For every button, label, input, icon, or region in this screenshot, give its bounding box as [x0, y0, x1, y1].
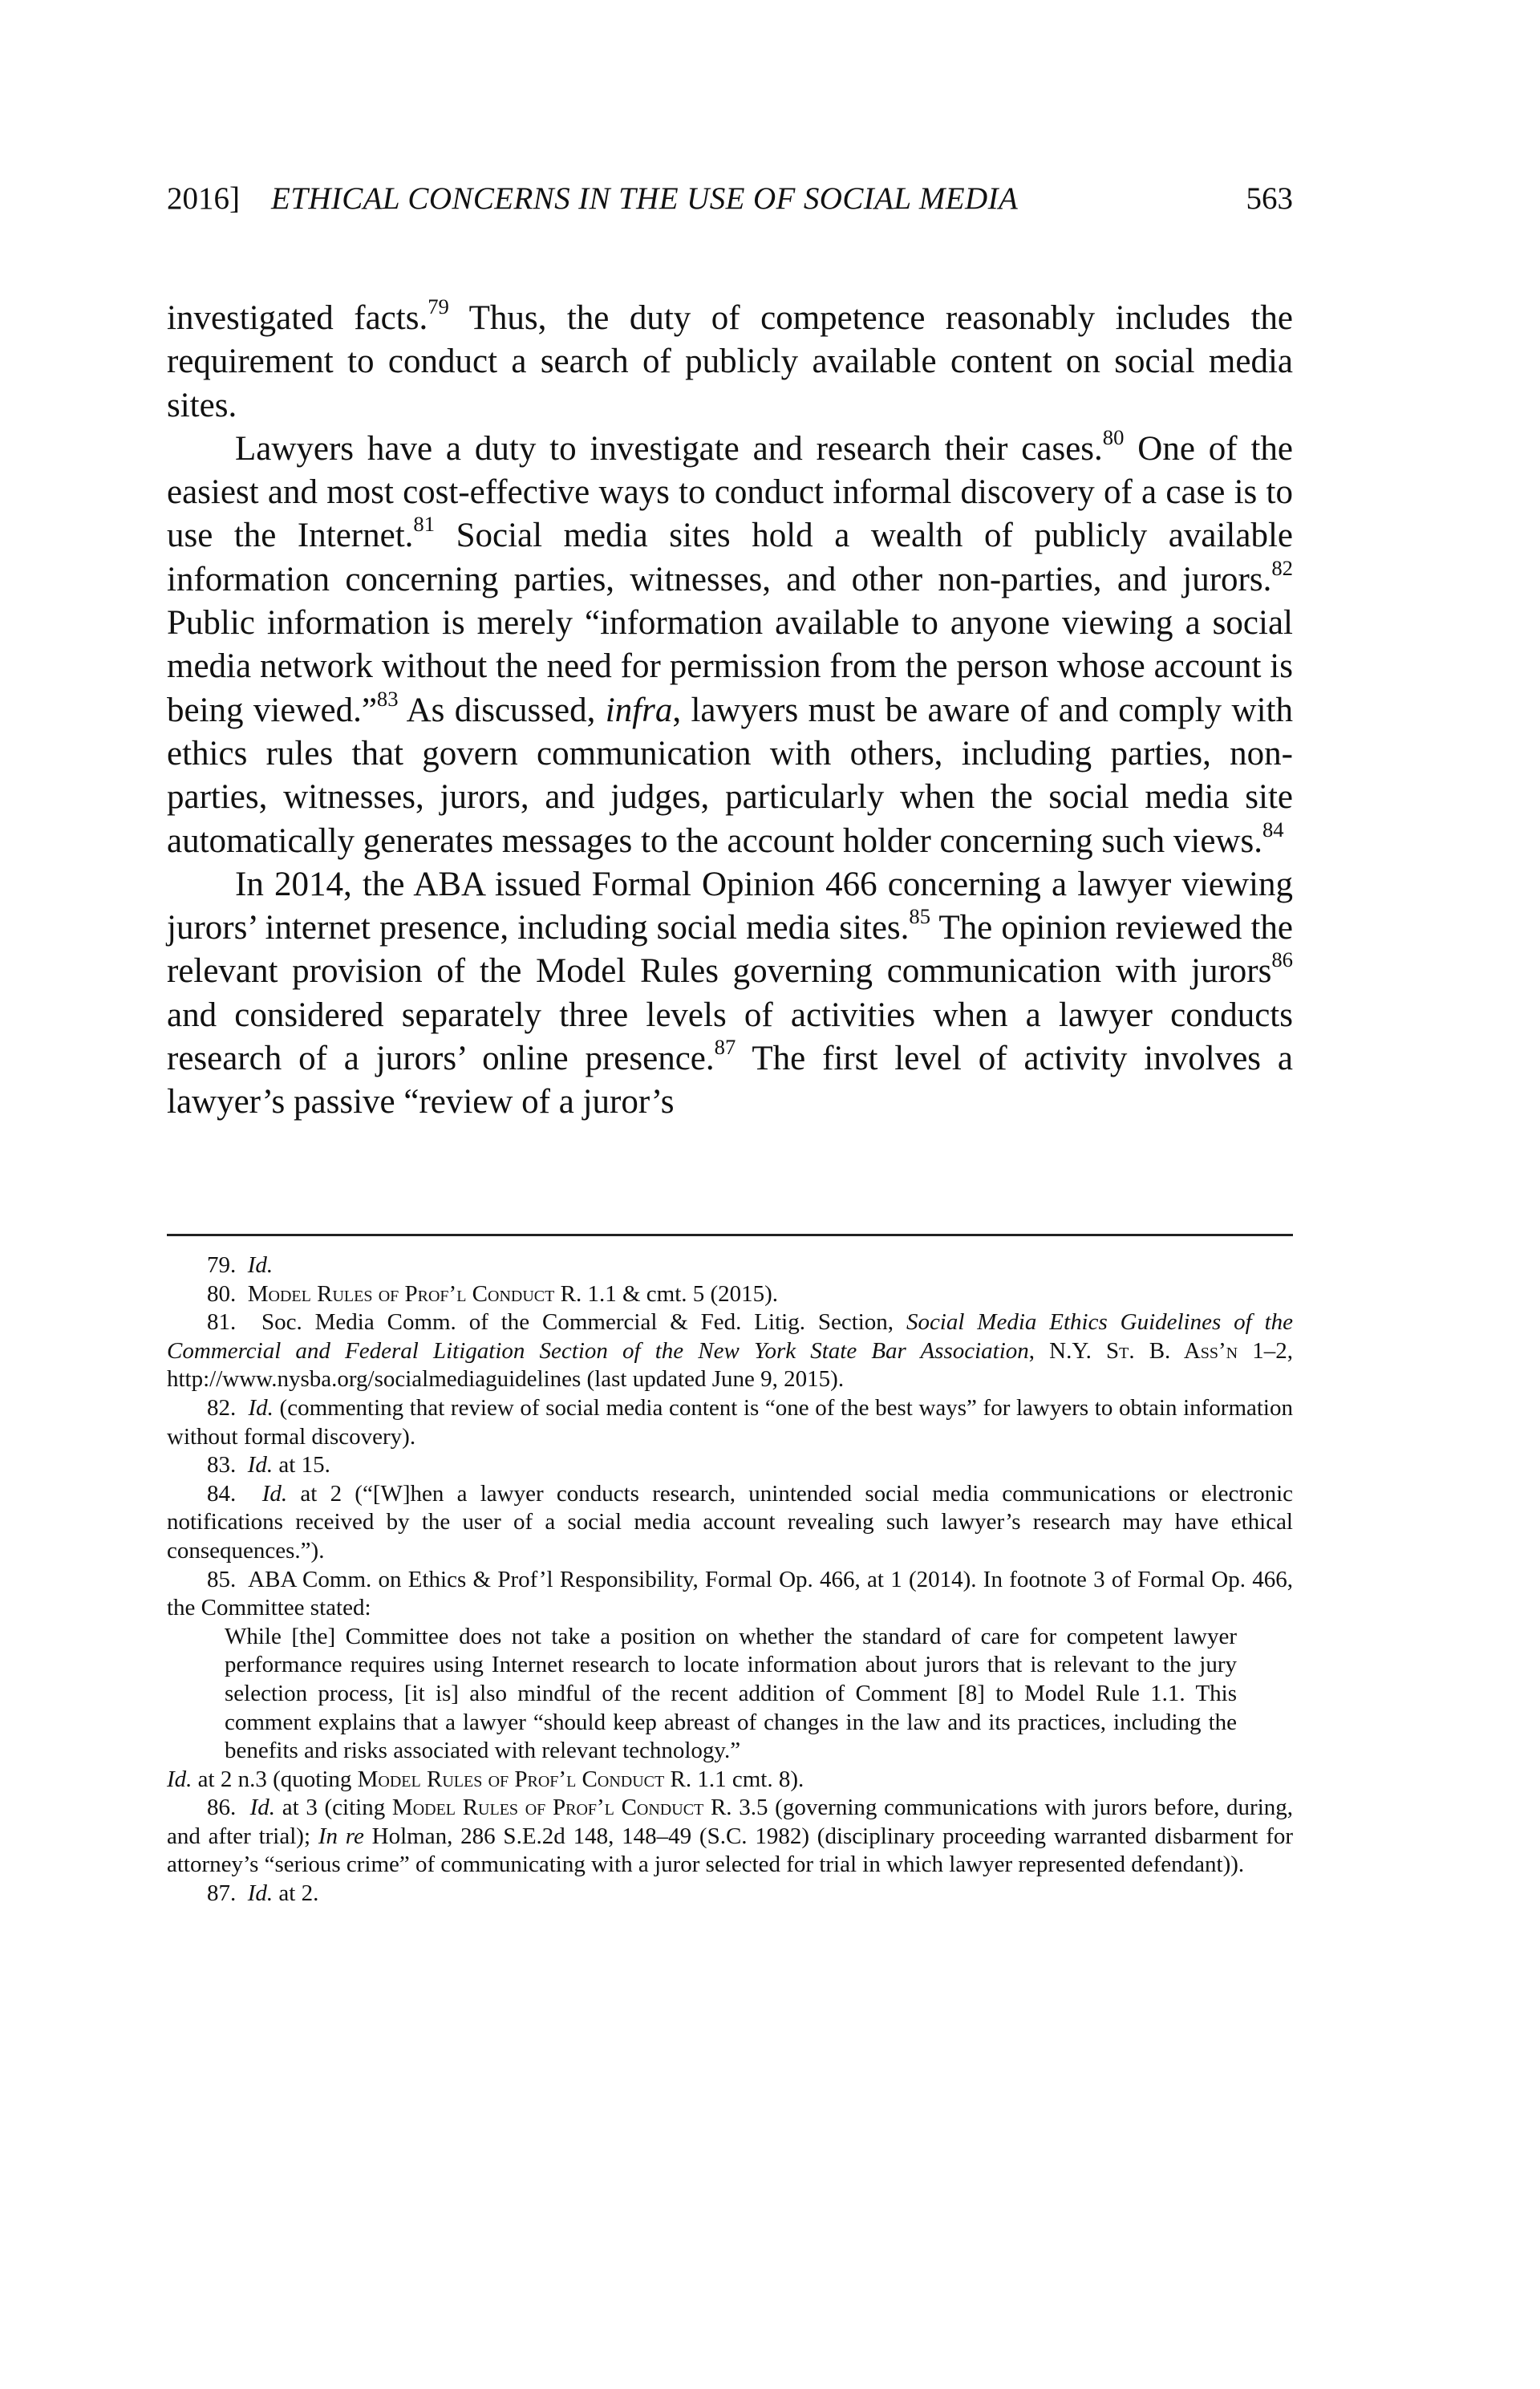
footnote-87: 87. Id. at 2. [207, 1880, 319, 1907]
footnote-ref-82: 82 [1271, 555, 1293, 580]
main-text [167, 294, 1294, 1125]
footnote-ref-80: 80 [1102, 424, 1125, 449]
page-number: 563 [1246, 181, 1293, 216]
running-header [167, 180, 1293, 218]
footnote-ref-85: 85 [909, 903, 931, 928]
footnote-84: 84. Id. at 2 (“[W]hen a lawyer conducts research, unintended social media communications or electronic notifications received by the user of a social media account revealing such lawyer’s research may have ethical consequences.”). [167, 1480, 1293, 1564]
footnote-83: 83. Id. at 15. [207, 1452, 330, 1478]
footnote-82: 82. Id. (commenting that review of social media content is “one of the best ways” for lawyers to obtain information without formal discovery). [167, 1394, 1293, 1450]
footnote-ref-79: 79 [428, 294, 449, 318]
paragraph-3: In 2014, the ABA issued Formal Opinion 466 concerning a lawyer viewing jurors’ internet presence, including social media sites.$^{85}$ The opinion reviewed the relevant provision of the Model Rules governing communication with jurors$^{86}$ and considered separately three levels of activities when a lawyer conducts research of a jurors’ online presence.$^{87}$ The first level of activity involves a lawyer’s passive “review of a juror’s [167, 865, 1293, 1121]
header-year: 2016] [167, 181, 240, 216]
footnote-80: 80. Model Rules of Prof’l Conduct R. 1.1 & cmt. 5 (2015). [207, 1280, 779, 1307]
footnote-ref-87: 87 [714, 1034, 736, 1059]
paragraph-2: Lawyers have a duty to investigate and research their cases.$^{80}$ One of the easiest and most cost-effective ways to conduct informal discovery of a case is to use the Internet.$^{81}$ Social media sites hold a wealth of publicly available information concerning parties, witnesses, and other non-parties, and jurors.$^{82}$ Public information is merely “information available to anyone viewing a social media network without the need for permission from the person whose account is being viewed.”$^{83}$ As discussed, infra, lawyers must be aware of and comply with ethics rules that govern communication with others, including parties, non-parties, witnesses, jurors, and judges, particularly when the social media site automatically generates messages to the account holder concerning such views.$^{84}$ [167, 424, 1294, 860]
footnote-ref-84: 84 [1262, 817, 1284, 842]
footnote-ref-83: 83 [376, 686, 399, 711]
footnote-ref-86: 86 [1271, 947, 1293, 972]
footnote-ref-81: 81 [413, 512, 436, 537]
footnote-divider [167, 1234, 1293, 1236]
paragraph-1: investigated facts.$^{79}$ Thus, the duty of competence reasonably includes the requirement to conduct a search of publicly available content on social media sites. [167, 294, 1293, 424]
running-title: ETHICAL CONCERNS IN THE USE OF SOCIAL MEDIA [271, 181, 1019, 216]
footnotes [167, 1251, 1293, 1908]
footnote-85-block-quote: While [the] Committee does not take a position on whether the standard of care for competent lawyer performance requires using Internet research to locate information about jurors that is relevant to the jury selection process, [it is] also mindful of the recent addition of Comment [8] to Model Rule 1.1. This comment explains that a lawyer “should keep abreast of changes in the law and its practices, including the benefits and risks associated with relevant technology.” [225, 1623, 1237, 1764]
footnote-85: 85. ABA Comm. on Ethics & Prof’l Responsibility, Formal Op. 466, at 1 (2014). In footnote 3 of Formal Op. 466, the Committee stated: [167, 1566, 1294, 1621]
footnote-79: 79. Id. [207, 1252, 274, 1278]
footnote-81: 81. Soc. Media Comm. of the Commercial & Fed. Litig. Section, Social Media Ethics Guidelines of the Commercial and Federal Litigation Section of the New York State Bar Association, N.Y. St. B. Ass’n 1–2, http://www.nysba.org/socialmediaguidelines (last updated June 9, 2015). [167, 1309, 1294, 1393]
footnote-86: 86. Id. at 3 (citing Model Rules of Prof’l Conduct R. 3.5 (governing communications with jurors before, during, and after trial); In re Holman, 286 S.E.2d 148, 148–49 (S.C. 1982) (disciplinary proceeding warranted disbarment for attorney’s “serious crime” of communicating with a juror selected for trial in which lawyer represented defendant)). [167, 1795, 1294, 1878]
footnote-85-citation: Id. at 2 n.3 (quoting Model Rules of Prof’l Conduct R. 1.1 cmt. 8). [167, 1766, 804, 1792]
